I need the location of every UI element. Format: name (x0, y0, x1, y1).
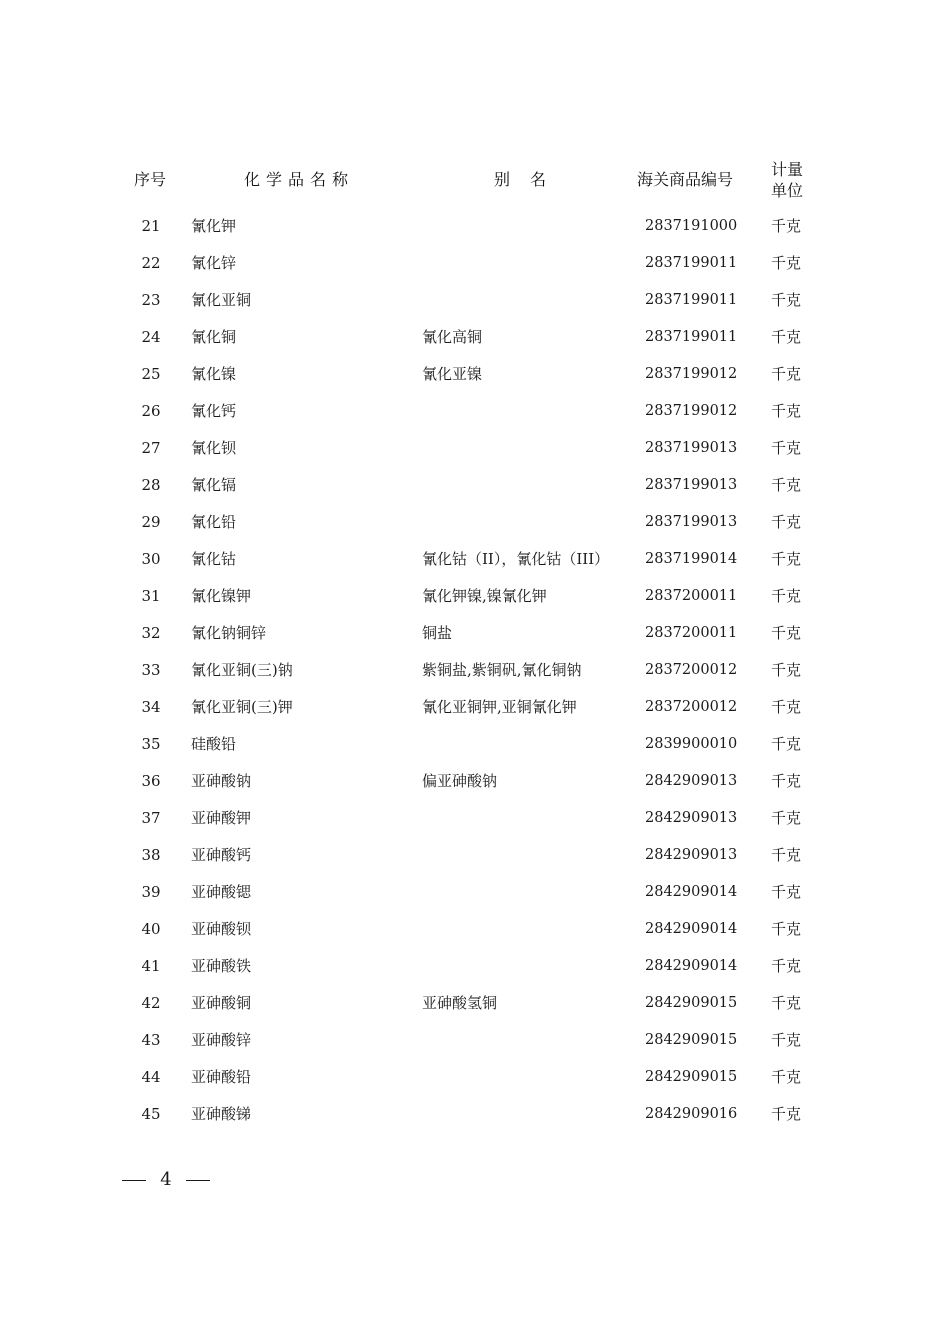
table-row (0, 578, 950, 615)
row-seq: 41 (141, 957, 161, 975)
row-unit: 千克 (771, 476, 802, 494)
table-row (0, 985, 950, 1022)
row-alias: 氰化亚镍 (422, 365, 483, 383)
row-chemical-name: 氰化铅 (191, 513, 237, 531)
row-seq: 26 (141, 402, 161, 420)
header-unit (771, 159, 811, 201)
row-unit: 千克 (771, 439, 802, 457)
row-customs-code: 2842909015 (645, 1032, 738, 1048)
row-chemical-name: 亚砷酸钡 (191, 920, 252, 938)
row-chemical-name: 亚砷酸锶 (191, 883, 252, 901)
row-chemical-name: 亚砷酸钾 (191, 809, 252, 827)
row-seq: 30 (141, 550, 161, 568)
row-alias: 氰化高铜 (422, 328, 483, 346)
row-seq: 43 (141, 1031, 161, 1049)
row-chemical-name: 硅酸铅 (191, 735, 237, 753)
row-customs-code: 2842909014 (645, 958, 738, 974)
table-row (0, 356, 950, 393)
row-customs-code: 2837191000 (645, 218, 738, 234)
row-seq: 22 (141, 254, 161, 272)
table-row (0, 1096, 950, 1133)
row-unit: 千克 (771, 661, 802, 679)
row-unit: 千克 (771, 217, 802, 235)
table-row (0, 393, 950, 430)
table-row (0, 800, 950, 837)
row-seq: 24 (141, 328, 161, 346)
row-seq: 35 (141, 735, 161, 753)
row-unit: 千克 (771, 994, 802, 1012)
row-customs-code: 2837199011 (645, 292, 738, 308)
row-chemical-name: 氰化钡 (191, 439, 237, 457)
page-footer (122, 1168, 210, 1192)
row-seq: 44 (141, 1068, 161, 1086)
row-customs-code: 2842909015 (645, 1069, 738, 1085)
row-customs-code: 2837199013 (645, 440, 738, 456)
row-unit: 千克 (771, 402, 802, 420)
header-chemical-name: 化学品名称 (244, 170, 355, 189)
table-row (0, 319, 950, 356)
row-seq: 32 (141, 624, 161, 642)
row-customs-code: 2842909013 (645, 773, 738, 789)
row-unit: 千克 (771, 291, 802, 309)
row-alias: 铜盐 (422, 624, 453, 642)
header-unit-line2: 单位 (771, 181, 804, 200)
row-chemical-name: 亚砷酸铁 (191, 957, 252, 975)
row-customs-code: 2837200012 (645, 662, 738, 678)
table-row (0, 282, 950, 319)
table-row (0, 874, 950, 911)
row-unit: 千克 (771, 957, 802, 975)
row-unit: 千克 (771, 809, 802, 827)
row-customs-code: 2837200011 (645, 625, 738, 641)
row-customs-code: 2837199012 (645, 366, 738, 382)
row-chemical-name: 亚砷酸铅 (191, 1068, 252, 1086)
table-row (0, 467, 950, 504)
row-unit: 千克 (771, 587, 802, 605)
row-seq: 25 (141, 365, 161, 383)
row-customs-code: 2842909014 (645, 921, 738, 937)
row-customs-code: 2837199013 (645, 514, 738, 530)
row-customs-code: 2842909013 (645, 810, 738, 826)
row-seq: 31 (141, 587, 161, 605)
row-chemical-name: 氰化亚铜 (191, 291, 252, 309)
row-unit: 千克 (771, 254, 802, 272)
row-seq: 34 (141, 698, 161, 716)
row-seq: 38 (141, 846, 161, 864)
row-unit: 千克 (771, 550, 802, 568)
row-unit: 千克 (771, 513, 802, 531)
row-unit: 千克 (771, 365, 802, 383)
row-customs-code: 2842909013 (645, 847, 738, 863)
table-row (0, 245, 950, 282)
row-unit: 千克 (771, 920, 802, 938)
row-customs-code: 2837199013 (645, 477, 738, 493)
row-chemical-name: 氰化锌 (191, 254, 237, 272)
header-seq: 序号 (134, 170, 167, 189)
table-row (0, 689, 950, 726)
row-unit: 千克 (771, 735, 802, 753)
row-chemical-name: 亚砷酸铜 (191, 994, 252, 1012)
row-unit: 千克 (771, 328, 802, 346)
table-row (0, 504, 950, 541)
row-chemical-name: 氰化亚铜(三)钾 (191, 698, 293, 716)
row-chemical-name: 氰化镉 (191, 476, 237, 494)
row-chemical-name: 氰化镍钾 (191, 587, 252, 605)
row-alias: 氰化钾镍,镍氰化钾 (422, 587, 547, 605)
row-chemical-name: 氰化钴 (191, 550, 237, 568)
row-chemical-name: 亚砷酸锌 (191, 1031, 252, 1049)
row-seq: 23 (141, 291, 161, 309)
chemical-table-body (0, 208, 950, 1133)
row-unit: 千克 (771, 1105, 802, 1123)
page-number: 4 (160, 1169, 172, 1190)
footer-dash-right (186, 1180, 210, 1181)
table-row (0, 1022, 950, 1059)
row-chemical-name: 亚砷酸锑 (191, 1105, 252, 1123)
table-row (0, 430, 950, 467)
row-seq: 45 (141, 1105, 161, 1123)
table-row (0, 726, 950, 763)
table-row (0, 763, 950, 800)
row-customs-code: 2837199011 (645, 255, 738, 271)
table-row (0, 1059, 950, 1096)
row-seq: 33 (141, 661, 161, 679)
row-customs-code: 2837199014 (645, 551, 738, 567)
row-customs-code: 2837200012 (645, 699, 738, 715)
row-seq: 37 (141, 809, 161, 827)
header-unit-line1: 计量 (771, 160, 804, 179)
row-chemical-name: 氰化钾 (191, 217, 237, 235)
row-seq: 36 (141, 772, 161, 790)
table-row (0, 837, 950, 874)
row-alias: 氰化钴（II），氰化钴（III） (422, 550, 610, 568)
row-unit: 千克 (771, 1031, 802, 1049)
row-chemical-name: 氰化铜 (191, 328, 237, 346)
row-unit: 千克 (771, 772, 802, 790)
table-row (0, 948, 950, 985)
row-unit: 千克 (771, 624, 802, 642)
row-seq: 21 (141, 217, 161, 235)
row-customs-code: 2842909016 (645, 1106, 738, 1122)
table-row (0, 615, 950, 652)
row-chemical-name: 氰化钙 (191, 402, 237, 420)
row-seq: 28 (141, 476, 161, 494)
row-chemical-name: 氰化镍 (191, 365, 237, 383)
row-alias: 氰化亚铜钾,亚铜氰化钾 (422, 698, 577, 716)
row-customs-code: 2839900010 (645, 736, 738, 752)
row-chemical-name: 亚砷酸钙 (191, 846, 252, 864)
row-customs-code: 2842909014 (645, 884, 738, 900)
row-customs-code: 2837199012 (645, 403, 738, 419)
row-seq: 39 (141, 883, 161, 901)
row-chemical-name: 氰化亚铜(三)钠 (191, 661, 293, 679)
row-seq: 29 (141, 513, 161, 531)
table-row (0, 541, 950, 578)
header-customs-code: 海关商品编号 (637, 170, 734, 189)
row-customs-code: 2842909015 (645, 995, 738, 1011)
row-alias: 偏亚砷酸钠 (422, 772, 498, 790)
row-chemical-name: 氰化钠铜锌 (191, 624, 267, 642)
table-row (0, 652, 950, 689)
header-alias: 别名 (494, 170, 567, 189)
row-alias: 亚砷酸氢铜 (422, 994, 498, 1012)
row-seq: 40 (141, 920, 161, 938)
table-row (0, 911, 950, 948)
row-seq: 27 (141, 439, 161, 457)
row-customs-code: 2837200011 (645, 588, 738, 604)
row-unit: 千克 (771, 698, 802, 716)
row-unit: 千克 (771, 846, 802, 864)
row-unit: 千克 (771, 1068, 802, 1086)
row-customs-code: 2837199011 (645, 329, 738, 345)
table-row (0, 208, 950, 245)
row-unit: 千克 (771, 883, 802, 901)
row-chemical-name: 亚砷酸钠 (191, 772, 252, 790)
row-alias: 紫铜盐,紫铜矾,氰化铜钠 (422, 661, 582, 679)
row-seq: 42 (141, 994, 161, 1012)
footer-dash-left (122, 1180, 146, 1181)
